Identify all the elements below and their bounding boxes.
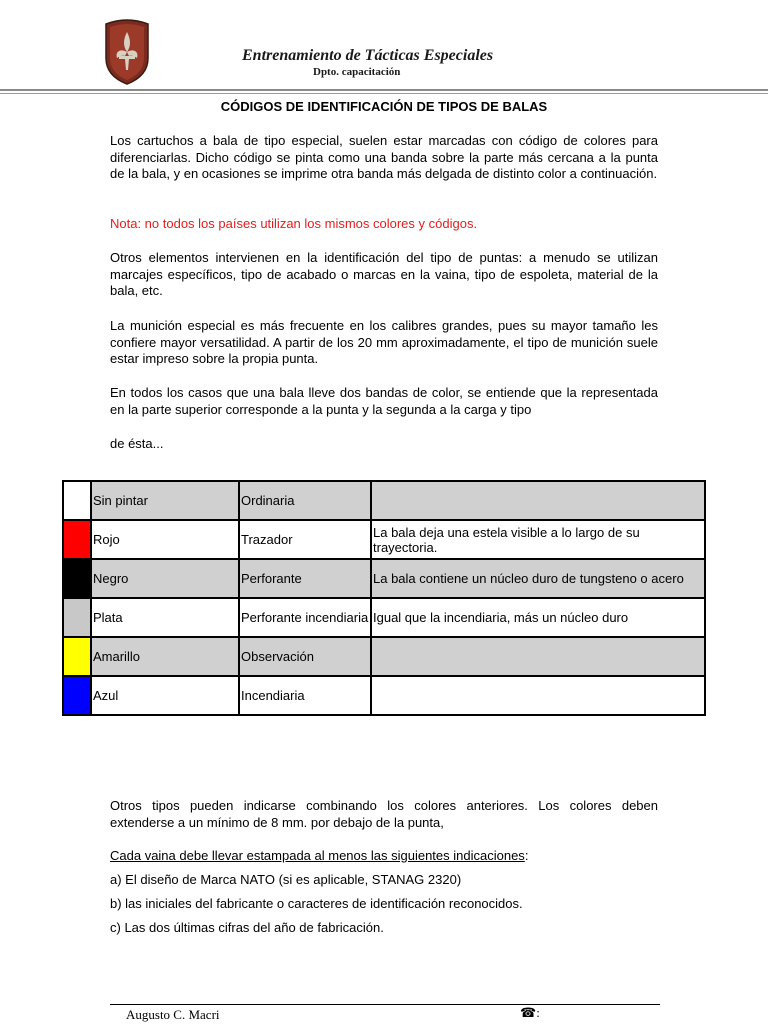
table-row (63, 481, 705, 520)
bullet-type-cell: Incendiaria (239, 676, 371, 715)
document-title: CÓDIGOS DE IDENTIFICACIÓN DE TIPOS DE BALAS (220, 99, 548, 114)
bullet-type-cell: Perforante (239, 559, 371, 598)
table-row (63, 676, 705, 715)
paragraph-combinations: Otros tipos pueden indicarse combinando los colores anteriores. Los colores deben extenderse a un mínimo de 8 mm. por debajo de la punta, (110, 798, 658, 830)
description-cell: Igual que la incendiaria, más un núcleo duro (371, 598, 705, 637)
description-cell: La bala deja una estela visible a lo largo de su trayectoria. (371, 520, 705, 559)
description-cell (371, 676, 705, 715)
requirements-heading-colon: : (524, 848, 529, 863)
list-item-a: a) El diseño de Marca NATO (si es aplicable, STANAG 2320) (110, 872, 462, 887)
requirements-heading (110, 848, 670, 864)
header-divider-thin (0, 93, 768, 94)
bullet-type-cell: Perforante incendiaria (239, 598, 371, 637)
footer-author: Augusto C. Macri (126, 1007, 220, 1022)
description-cell (371, 481, 705, 520)
color-swatch (63, 637, 91, 676)
bullet-type-cell: Observación (239, 637, 371, 676)
footer-phone-suffix: : (536, 1005, 540, 1020)
header-divider (0, 89, 768, 91)
table-row (63, 520, 705, 559)
footer-phone (520, 1005, 540, 1021)
bullet-codes-table (62, 480, 706, 716)
list-item-b: b) las iniciales del fabricante o caracteres de identificación reconocidos. (110, 896, 523, 911)
note-text: Nota: no todos los países utilizan los mismos colores y códigos. (110, 216, 478, 231)
telephone-icon: ☎ (520, 1005, 537, 1020)
bullet-type-cell: Trazador (239, 520, 371, 559)
color-swatch (63, 598, 91, 637)
color-name-cell: Azul (91, 676, 239, 715)
description-cell (371, 637, 705, 676)
bullet-type-cell: Ordinaria (239, 481, 371, 520)
color-swatch (63, 676, 91, 715)
color-name-cell: Negro (91, 559, 239, 598)
paragraph-intro: Los cartuchos a bala de tipo especial, suelen estar marcadas con código de colores para diferenciarlas. Dicho código se pinta como una banda sobre la parte más cercana a la punta de la bala, y en ocasiones se imprime otra banda más delgada de distinto color a continuación. (110, 133, 658, 181)
paragraph-special-ammo: La munición especial es más frecuente en los calibres grandes, pues su mayor tamaño les confiere mayor versatilidad. A partir de los 20 mm aproximadamente, el tipo de munición suele estar impreso sobre la propia punta. (110, 318, 658, 366)
list-item-c: c) Las dos últimas cifras del año de fabricación. (110, 920, 384, 935)
footer-divider (110, 1004, 660, 1005)
header-subtitle: Dpto. capacitación (313, 66, 401, 78)
color-swatch (63, 559, 91, 598)
paragraph-two-bands-end: de ésta... (110, 436, 164, 451)
color-name-cell: Amarillo (91, 637, 239, 676)
header-title: Entrenamiento de Tácticas Especiales (242, 47, 494, 64)
color-swatch (63, 520, 91, 559)
requirements-heading-text: Cada vaina debe llevar estampada al menos las siguientes indicaciones (110, 848, 525, 863)
table-row (63, 598, 705, 637)
color-name-cell: Plata (91, 598, 239, 637)
paragraph-two-bands: En todos los casos que una bala lleve dos bandas de color, se entiende que la representada en la parte superior corresponde a la punta y la segunda a la carga y tipo (110, 385, 658, 417)
table-row (63, 637, 705, 676)
description-cell: La bala contiene un núcleo duro de tungsteno o acero (371, 559, 705, 598)
color-name-cell: Rojo (91, 520, 239, 559)
color-name-cell: Sin pintar (91, 481, 239, 520)
paragraph-elements: Otros elementos intervienen en la identificación del tipo de puntas: a menudo se utilizan marcajes específicos, tipo de acabado o marcas en la vaina, tipo de espoleta, material de la bala, etc. (110, 250, 658, 298)
logo-shield-icon (102, 18, 152, 86)
color-swatch (63, 481, 91, 520)
table-row (63, 559, 705, 598)
